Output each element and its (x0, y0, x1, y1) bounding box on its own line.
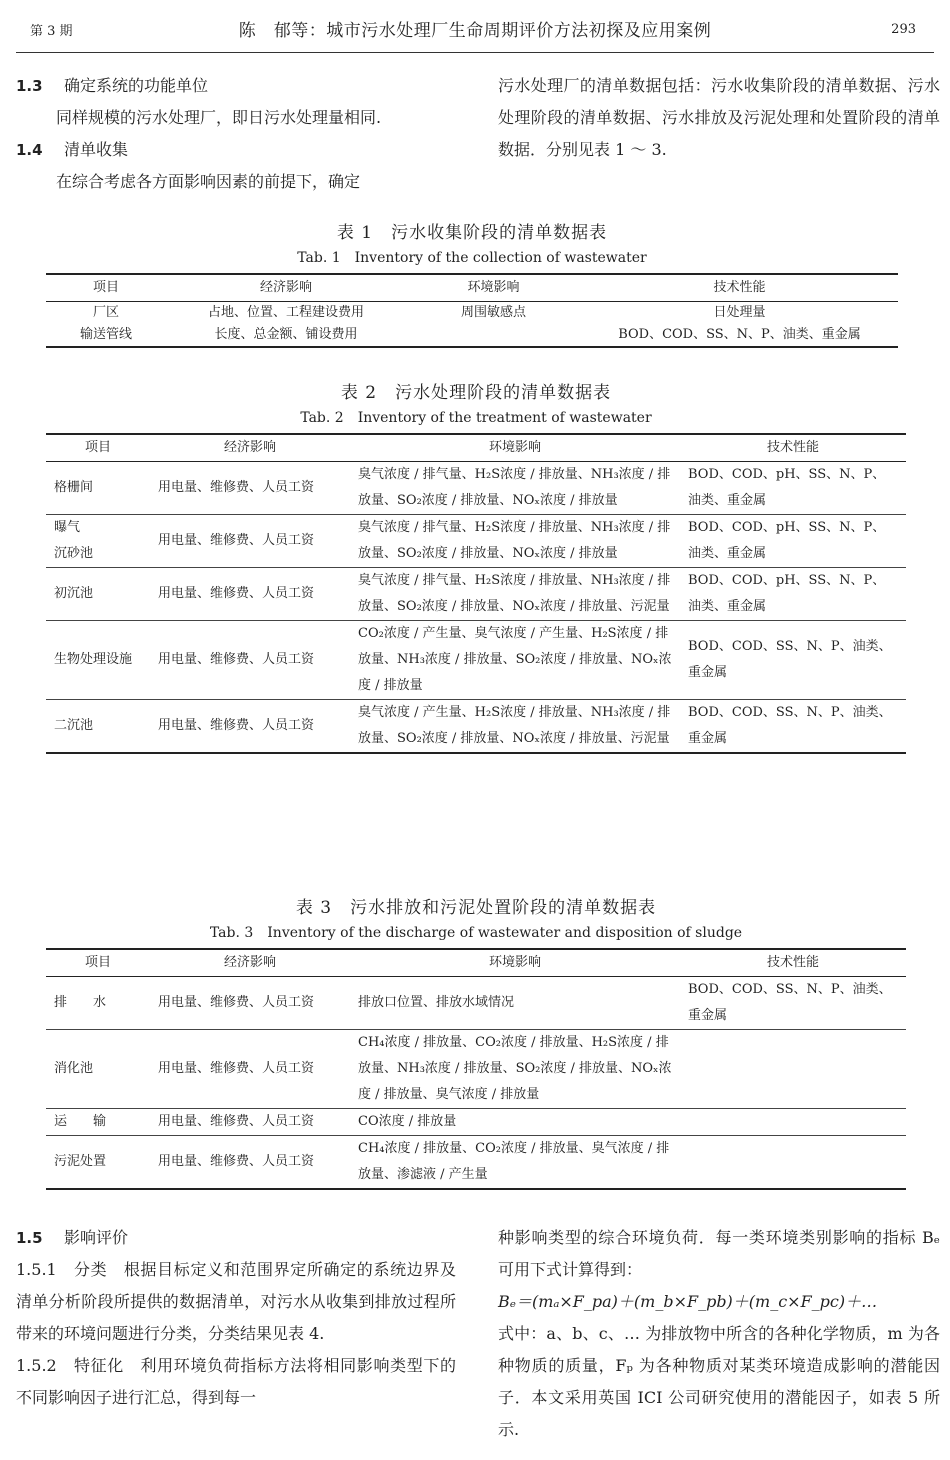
table-2-header-technical: 技术性能 (680, 434, 906, 462)
table-2-caption-en: Tab. 2 Inventory of the treatment of wastewater (300, 410, 652, 426)
table-2-caption-cn: 表 2 污水处理阶段的清单数据表 (340, 383, 612, 403)
table-3-header-environment: 环境影响 (350, 949, 680, 977)
table-row: 运 输 用电量、维修费、人员工资 CO浓度 / 排放量 (46, 1109, 906, 1136)
top-left-column (16, 70, 461, 198)
section-1-3-text: 同样规模的污水处理厂，即日污水处理量相同. (56, 108, 382, 127)
table-1-header-item: 项目 (46, 274, 166, 302)
table-2 (46, 378, 906, 754)
section-1-5-heading: 1.5 影响评价 (16, 1228, 129, 1247)
bottom-left-column (16, 1222, 456, 1414)
table-row: 厂区 占地、位置、工程建设费用 周围敏感点 日处理量 (92, 305, 766, 320)
table-row: 排 水 用电量、维修费、人员工资 排放口位置、排放水域情况 BOD、COD、SS、N、P、油类、重金属 (46, 977, 906, 1030)
table-1-header-environment: 环境影响 (406, 274, 581, 302)
running-title: 陈 郁等：城市污水处理厂生命周期评价方法初探及应用案例 (238, 21, 712, 41)
table-3-caption-cn: 表 3 污水排放和污泥处置阶段的清单数据表 (295, 898, 657, 918)
page-number: 293 (891, 22, 916, 37)
section-1-4-text: 在综合考虑各方面影响因素的前提下，确定 (56, 172, 361, 191)
impact-formula: Bₑ＝(mₐ×F_pa)＋(m_b×F_pb)＋(m_c×F_pc)＋… (498, 1292, 878, 1311)
impact-index-paragraph: 种影响类型的综合环境负荷．每一类环境类别影响的指标 Bₑ 可用下式计算得到： (498, 1228, 940, 1279)
formula-explanation: 式中：a、b、c、… 为排放物中所含的各种化学物质，m 为各种物质的质量，Fₚ 为各种物质对某类环境造成影响的潜能因子．本文采用英国 ICI 公司研究使用的潜能因子，如表 5 所示. (498, 1324, 940, 1439)
section-1-5-1-text: 1.5.1 分类 根据目标定义和范围界定所确定的系统边界及清单分析阶段所提供的数据清单，对污水从收集到排放过程所带来的环境问题进行分类，分类结果见表 4. (16, 1260, 456, 1343)
table-row: 曝气 沉砂池 用电量、维修费、人员工资 臭气浓度 / 排气量、H₂S浓度 / 排放量、NH₃浓度 / 排放量、SO₂浓度 / 排放量、NOₓ浓度 / 排放量 BOD、COD、pH、SS、N、P、油类、重金属 (46, 515, 906, 568)
table-1-header-technical: 技术性能 (581, 274, 898, 302)
table-1-grid (46, 273, 898, 348)
table-row: 生物处理设施 用电量、维修费、人员工资 CO₂浓度 / 产生量、臭气浓度 / 产生量、H₂S浓度 / 排放量、NH₃浓度 / 排放量、SO₂浓度 / 排放量、NOₓ浓度 / 排放量 BOD、COD、SS、N、P、油类、重金属 (46, 621, 906, 700)
section-1-5-2-text: 1.5.2 特征化 利用环境负荷指标方法将相同影响类型下的不同影响因子进行汇总，得到每一 (16, 1356, 456, 1407)
table-3 (46, 893, 906, 1190)
table-1-header-economic: 经济影响 (166, 274, 406, 302)
running-header (16, 0, 934, 53)
table-2-header-item: 项目 (46, 434, 150, 462)
table-3-header-economic: 经济影响 (150, 949, 350, 977)
table-row: 二沉池 用电量、维修费、人员工资 臭气浓度 / 产生量、H₂S浓度 / 排放量、NH₃浓度 / 排放量、SO₂浓度 / 排放量、NOₓ浓度 / 排放量、污泥量 BOD、COD、SS、N、P、油类、重金属 (54, 705, 892, 746)
table-3-grid (46, 948, 906, 1190)
section-1-3-heading: 1.3 确定系统的功能单位 (16, 76, 209, 95)
table-2-header-environment: 环境影响 (350, 434, 680, 462)
table-1 (46, 218, 898, 348)
table-row: 格栅间 用电量、维修费、人员工资 臭气浓度 / 排气量、H₂S浓度 / 排放量、NH₃浓度 / 排放量、SO₂浓度 / 排放量、NOₓ浓度 / 排放量 BOD、COD、pH、SS、N、P、油类、重金属 (46, 462, 906, 515)
table-2-header-economic: 经济影响 (150, 434, 350, 462)
issue-number: 第 3 期 (30, 24, 73, 39)
table-3-caption-en: Tab. 3 Inventory of the discharge of wastewater and disposition of sludge (209, 925, 743, 941)
table-2-grid (46, 433, 906, 754)
table-1-caption-cn: 表 1 污水收集阶段的清单数据表 (336, 223, 608, 243)
table-3-header-item: 项目 (46, 949, 150, 977)
section-1-4-heading: 1.4 清单收集 (16, 140, 129, 159)
table-row: 污泥处置 用电量、维修费、人员工资 CH₄浓度 / 排放量、CO₂浓度 / 排放量、臭气浓度 / 排放量、渗滤液 / 产生量 (54, 1141, 670, 1182)
table-row: 输送管线 长度、总金额、铺设费用 BOD、COD、SS、N、P、油类、重金属 (79, 327, 861, 342)
table-row: 初沉池 用电量、维修费、人员工资 臭气浓度 / 排气量、H₂S浓度 / 排放量、NH₃浓度 / 排放量、SO₂浓度 / 排放量、NOₓ浓度 / 排放量、污泥量 BOD、COD、pH、SS、N、P、油类、重金属 (46, 568, 906, 621)
table-1-caption-en: Tab. 1 Inventory of the collection of wastewater (297, 250, 647, 266)
top-right-paragraph: 污水处理厂的清单数据包括：污水收集阶段的清单数据、污水处理阶段的清单数据、污水排放及污泥处理和处置阶段的清单数据．分别见表 1 ～ 3. (498, 76, 940, 159)
table-3-header-technical: 技术性能 (680, 949, 906, 977)
bottom-right-column (498, 1222, 940, 1446)
table-row: 消化池 用电量、维修费、人员工资 CH₄浓度 / 排放量、CO₂浓度 / 排放量、H₂S浓度 / 排放量、NH₃浓度 / 排放量、SO₂浓度 / 排放量、NOₓ浓度 / 排放量、臭气浓度 / 排放量 (46, 1030, 906, 1109)
